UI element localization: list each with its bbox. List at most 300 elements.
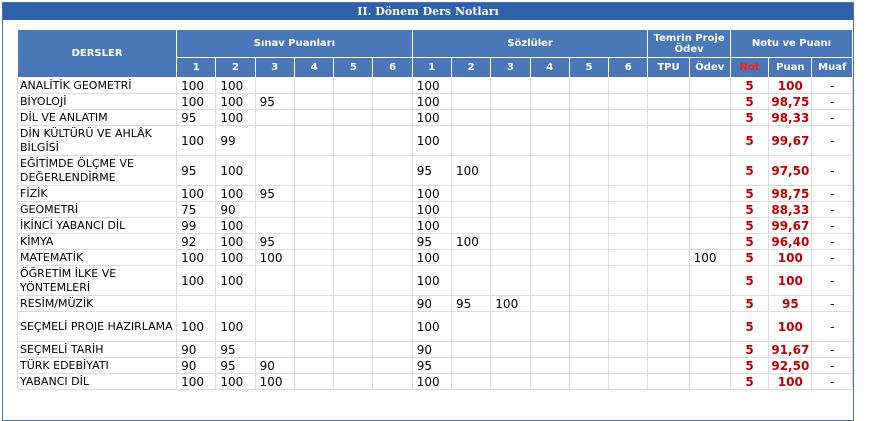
sinav-cell <box>373 266 412 296</box>
sozlu-cell <box>530 358 569 374</box>
sinav-cell <box>373 202 412 218</box>
sinav-cell <box>334 266 373 296</box>
puan-cell: 100 <box>769 374 812 390</box>
sinav-cell: 100 <box>216 250 255 266</box>
sozlu-cell: 100 <box>412 266 451 296</box>
not-cell: 5 <box>730 358 768 374</box>
ders-name: TÜRK EDEBİYATI <box>18 358 177 374</box>
sozlu-cell <box>609 374 648 390</box>
header-sinav-puanlari: Sınav Puanları <box>177 30 413 58</box>
sinav-cell: 100 <box>177 312 216 342</box>
tpu-cell <box>648 296 689 312</box>
sinav-cell <box>294 156 333 186</box>
sozlu-cell: 100 <box>491 296 530 312</box>
sozlu-cell <box>609 186 648 202</box>
ders-name: DİN KÜLTÜRÜ VE AHLÂK BİLGİSİ <box>18 126 177 156</box>
sozlu-cell: 100 <box>412 218 451 234</box>
sinav-cell: 100 <box>216 186 255 202</box>
sinav-cell: 90 <box>216 202 255 218</box>
table-row <box>18 296 853 312</box>
sinav-cell: 95 <box>177 110 216 126</box>
sinav-cell: 99 <box>216 126 255 156</box>
sozlu-cell: 100 <box>412 250 451 266</box>
header-sozluler: Sözlüler <box>412 30 648 58</box>
sinav-cell <box>255 126 294 156</box>
table-row <box>18 374 853 390</box>
sinav-cell <box>334 312 373 342</box>
sozlu-cell <box>452 94 491 110</box>
sozlu-cell <box>452 342 491 358</box>
puan-cell: 100 <box>769 250 812 266</box>
sozlu-cell <box>491 94 530 110</box>
odev-cell <box>689 296 730 312</box>
sinav-cell <box>373 110 412 126</box>
sinav-cell <box>255 202 294 218</box>
sinav-cell: 90 <box>177 358 216 374</box>
table-row <box>18 358 853 374</box>
sozlu-cell: 95 <box>452 296 491 312</box>
table-row <box>18 202 853 218</box>
sozlu-cell <box>491 126 530 156</box>
sinav-cell <box>334 110 373 126</box>
ders-name: ANALİTİK GEOMETRİ <box>18 78 177 94</box>
sinav-cell <box>294 110 333 126</box>
sozlu-cell <box>609 234 648 250</box>
sinav-cell <box>334 296 373 312</box>
ders-name: RESİM/MÜZİK <box>18 296 177 312</box>
sinav-cell: 100 <box>177 186 216 202</box>
sozlu-cell: 95 <box>412 358 451 374</box>
sozlu-cell <box>569 202 608 218</box>
tpu-cell <box>648 266 689 296</box>
sozlu-cell <box>530 342 569 358</box>
sozlu-cell <box>491 202 530 218</box>
muaf-cell: - <box>812 374 853 390</box>
not-cell: 5 <box>730 78 768 94</box>
sozlu-cell <box>569 358 608 374</box>
table-row <box>18 250 853 266</box>
sozlu-cell: 100 <box>452 234 491 250</box>
sinav-cell: 100 <box>216 374 255 390</box>
sinav-cell <box>373 186 412 202</box>
tpu-cell <box>648 156 689 186</box>
sozlu-cell <box>569 296 608 312</box>
sozlu-cell <box>452 186 491 202</box>
tpu-cell <box>648 218 689 234</box>
sinav-cell <box>294 358 333 374</box>
tpu-cell <box>648 250 689 266</box>
sinav-cell <box>373 312 412 342</box>
header-muaf: Muaf <box>812 58 853 78</box>
ders-name: BİYOLOJİ <box>18 94 177 110</box>
sinav-cell <box>334 218 373 234</box>
sozlu-cell: 100 <box>412 312 451 342</box>
sinav-cell: 95 <box>255 234 294 250</box>
sinav-cell <box>255 78 294 94</box>
not-cell: 5 <box>730 110 768 126</box>
header-tpu: TPU <box>648 58 689 78</box>
not-cell: 5 <box>730 266 768 296</box>
table-row <box>18 266 853 296</box>
header-puan: Puan <box>769 58 812 78</box>
sozlu-cell <box>569 156 608 186</box>
odev-cell <box>689 312 730 342</box>
sozlu-cell <box>491 312 530 342</box>
sozlu-cell <box>609 358 648 374</box>
ders-name: DİL VE ANLATIM <box>18 110 177 126</box>
sozlu-cell: 100 <box>412 186 451 202</box>
sinav-cell <box>294 312 333 342</box>
sinav-cell <box>255 312 294 342</box>
sozlu-cell <box>491 250 530 266</box>
sozlu-cell <box>609 78 648 94</box>
sozlu-cell <box>530 374 569 390</box>
sinav-cell <box>294 202 333 218</box>
sinav-cell: 100 <box>177 250 216 266</box>
sinav-cell: 75 <box>177 202 216 218</box>
sinav-cell: 95 <box>216 358 255 374</box>
sinav-cell <box>373 234 412 250</box>
sozlu-cell: 95 <box>412 234 451 250</box>
sozlu-cell <box>530 126 569 156</box>
table-row <box>18 218 853 234</box>
muaf-cell: - <box>812 358 853 374</box>
tpu-cell <box>648 358 689 374</box>
sinav-cell: 100 <box>177 126 216 156</box>
table-row <box>18 342 853 358</box>
puan-cell: 95 <box>769 296 812 312</box>
puan-cell: 92,50 <box>769 358 812 374</box>
sozlu-cell <box>569 78 608 94</box>
sinav-cell: 95 <box>216 342 255 358</box>
muaf-cell: - <box>812 312 853 342</box>
sozlu-cell <box>569 94 608 110</box>
sinav-cell: 100 <box>216 156 255 186</box>
puan-cell: 96,40 <box>769 234 812 250</box>
table-row <box>18 156 853 186</box>
sozlu-cell <box>530 202 569 218</box>
sinav-cell <box>334 374 373 390</box>
sozlu-cell <box>609 266 648 296</box>
sinav-cell <box>177 296 216 312</box>
sinav-cell <box>255 296 294 312</box>
sinav-cell <box>294 218 333 234</box>
sinav-cell <box>334 358 373 374</box>
sozlu-cell <box>609 156 648 186</box>
table-row-empty <box>18 390 853 406</box>
sozlu-cell <box>452 250 491 266</box>
tpu-cell <box>648 234 689 250</box>
sozlu-cell <box>530 234 569 250</box>
muaf-cell: - <box>812 126 853 156</box>
odev-cell <box>689 342 730 358</box>
odev-cell <box>689 156 730 186</box>
sozlu-cell <box>569 266 608 296</box>
sinav-cell <box>216 296 255 312</box>
sozlu-cell <box>491 234 530 250</box>
muaf-cell: - <box>812 78 853 94</box>
sozlu-cell <box>569 312 608 342</box>
not-cell: 5 <box>730 218 768 234</box>
sinav-cell <box>373 296 412 312</box>
sinav-cell: 100 <box>177 78 216 94</box>
tpu-cell <box>648 186 689 202</box>
muaf-cell: - <box>812 218 853 234</box>
ders-name: İKİNCİ YABANCI DİL <box>18 218 177 234</box>
not-cell: 5 <box>730 202 768 218</box>
not-cell: 5 <box>730 296 768 312</box>
sozlu-cell <box>569 234 608 250</box>
header-sozlu-col: 2 <box>452 58 491 78</box>
sozlu-cell: 100 <box>412 202 451 218</box>
puan-cell: 100 <box>769 266 812 296</box>
sozlu-cell <box>491 218 530 234</box>
puan-cell: 88,33 <box>769 202 812 218</box>
ders-name: GEOMETRİ <box>18 202 177 218</box>
sozlu-cell <box>491 186 530 202</box>
table-row <box>18 126 853 156</box>
odev-cell <box>689 186 730 202</box>
sozlu-cell: 95 <box>412 156 451 186</box>
sinav-cell: 100 <box>216 218 255 234</box>
puan-cell: 97,50 <box>769 156 812 186</box>
not-cell: 5 <box>730 312 768 342</box>
sinav-cell <box>255 218 294 234</box>
grades-table <box>17 29 853 405</box>
sozlu-cell <box>609 312 648 342</box>
sozlu-cell <box>569 126 608 156</box>
ders-name: KİMYA <box>18 234 177 250</box>
sinav-cell <box>334 342 373 358</box>
sozlu-cell <box>530 156 569 186</box>
sozlu-cell <box>569 110 608 126</box>
table-row <box>18 94 853 110</box>
sinav-cell <box>294 250 333 266</box>
ders-name: ÖĞRETİM İLKE VE YÖNTEMLERİ <box>18 266 177 296</box>
sinav-cell <box>373 94 412 110</box>
odev-cell <box>689 78 730 94</box>
sozlu-cell <box>452 374 491 390</box>
header-sozlu-col: 4 <box>530 58 569 78</box>
not-cell: 5 <box>730 342 768 358</box>
sozlu-cell <box>609 250 648 266</box>
puan-cell: 100 <box>769 78 812 94</box>
tpu-cell <box>648 202 689 218</box>
sozlu-cell: 90 <box>412 342 451 358</box>
grades-body <box>18 78 853 406</box>
sozlu-cell <box>609 218 648 234</box>
ders-name: YABANCI DİL <box>18 374 177 390</box>
table-row <box>18 186 853 202</box>
sozlu-cell <box>452 218 491 234</box>
sozlu-cell <box>609 126 648 156</box>
sinav-cell: 90 <box>255 358 294 374</box>
header-sinav-col: 6 <box>373 58 412 78</box>
tpu-cell <box>648 342 689 358</box>
sozlu-cell <box>452 266 491 296</box>
muaf-cell: - <box>812 266 853 296</box>
odev-cell <box>689 126 730 156</box>
sozlu-cell <box>609 296 648 312</box>
header-sinav-col: 3 <box>255 58 294 78</box>
grades-panel <box>2 2 854 421</box>
muaf-cell: - <box>812 186 853 202</box>
sozlu-cell <box>491 358 530 374</box>
sozlu-cell <box>530 296 569 312</box>
sozlu-cell <box>569 342 608 358</box>
sozlu-cell <box>530 250 569 266</box>
not-cell: 5 <box>730 250 768 266</box>
sinav-cell <box>294 342 333 358</box>
tpu-cell <box>648 374 689 390</box>
sinav-cell <box>373 78 412 94</box>
header-sozlu-col: 6 <box>609 58 648 78</box>
sozlu-cell <box>452 110 491 126</box>
header-sinav-col: 2 <box>216 58 255 78</box>
ders-name: FİZİK <box>18 186 177 202</box>
muaf-cell: - <box>812 234 853 250</box>
odev-cell <box>689 218 730 234</box>
sozlu-cell <box>452 312 491 342</box>
sozlu-cell <box>491 342 530 358</box>
sinav-cell: 92 <box>177 234 216 250</box>
sinav-cell <box>334 94 373 110</box>
odev-cell <box>689 266 730 296</box>
not-cell: 5 <box>730 234 768 250</box>
table-row <box>18 78 853 94</box>
sinav-cell <box>334 126 373 156</box>
sinav-cell <box>373 342 412 358</box>
muaf-cell: - <box>812 110 853 126</box>
sinav-cell: 100 <box>177 94 216 110</box>
sozlu-cell <box>530 78 569 94</box>
sinav-cell: 95 <box>255 94 294 110</box>
sinav-cell: 95 <box>177 156 216 186</box>
sinav-cell <box>255 266 294 296</box>
not-cell: 5 <box>730 126 768 156</box>
tpu-cell <box>648 110 689 126</box>
sinav-cell: 100 <box>216 266 255 296</box>
not-cell: 5 <box>730 94 768 110</box>
puan-cell: 99,67 <box>769 126 812 156</box>
sinav-cell: 100 <box>216 234 255 250</box>
sinav-cell <box>373 250 412 266</box>
header-sinav-col: 1 <box>177 58 216 78</box>
puan-cell: 100 <box>769 312 812 342</box>
sozlu-cell <box>609 342 648 358</box>
sozlu-cell: 100 <box>452 156 491 186</box>
sinav-cell: 95 <box>255 186 294 202</box>
header-dersler: DERSLER <box>18 30 177 78</box>
sinav-cell: 90 <box>177 342 216 358</box>
sinav-cell <box>294 78 333 94</box>
header-sozlu-col: 3 <box>491 58 530 78</box>
sinav-cell <box>255 156 294 186</box>
not-cell: 5 <box>730 156 768 186</box>
sozlu-cell <box>609 94 648 110</box>
muaf-cell: - <box>812 342 853 358</box>
sinav-cell <box>334 234 373 250</box>
sozlu-cell <box>569 374 608 390</box>
tpu-cell <box>648 126 689 156</box>
header-sozlu-col: 5 <box>569 58 608 78</box>
sozlu-cell <box>569 250 608 266</box>
sozlu-cell: 100 <box>412 78 451 94</box>
sinav-cell <box>294 94 333 110</box>
muaf-cell: - <box>812 250 853 266</box>
header-sinav-col: 4 <box>294 58 333 78</box>
sozlu-cell: 100 <box>412 126 451 156</box>
tpu-cell <box>648 312 689 342</box>
not-cell: 5 <box>730 374 768 390</box>
tpu-cell <box>648 94 689 110</box>
sinav-cell: 100 <box>177 266 216 296</box>
sozlu-cell <box>569 218 608 234</box>
sinav-cell <box>294 186 333 202</box>
sozlu-cell <box>491 78 530 94</box>
sozlu-cell: 100 <box>412 374 451 390</box>
puan-cell: 98,75 <box>769 186 812 202</box>
sinav-cell: 100 <box>255 374 294 390</box>
sinav-cell: 99 <box>177 218 216 234</box>
sozlu-cell <box>530 312 569 342</box>
sinav-cell <box>334 250 373 266</box>
sozlu-cell: 90 <box>412 296 451 312</box>
sozlu-cell: 100 <box>412 94 451 110</box>
sinav-cell <box>294 374 333 390</box>
sinav-cell <box>373 126 412 156</box>
odev-cell <box>689 234 730 250</box>
sinav-cell <box>373 374 412 390</box>
sinav-cell: 100 <box>216 312 255 342</box>
sinav-cell: 100 <box>255 250 294 266</box>
sozlu-cell <box>530 218 569 234</box>
sinav-cell <box>334 156 373 186</box>
header-sinav-col: 5 <box>334 58 373 78</box>
sinav-cell <box>334 78 373 94</box>
sozlu-cell <box>452 78 491 94</box>
sinav-cell: 100 <box>216 110 255 126</box>
header-temrin-proje-odev: Temrin Proje Ödev <box>648 30 731 58</box>
tpu-cell <box>648 78 689 94</box>
not-cell: 5 <box>730 186 768 202</box>
sozlu-cell <box>452 202 491 218</box>
header-not: Not <box>730 58 768 78</box>
sinav-cell <box>294 296 333 312</box>
sozlu-cell <box>569 186 608 202</box>
puan-cell: 91,67 <box>769 342 812 358</box>
header-sozlu-col: 1 <box>412 58 451 78</box>
sozlu-cell <box>491 110 530 126</box>
muaf-cell: - <box>812 94 853 110</box>
sinav-cell <box>294 266 333 296</box>
sozlu-cell <box>530 110 569 126</box>
odev-cell <box>689 202 730 218</box>
sozlu-cell <box>491 266 530 296</box>
sinav-cell <box>334 202 373 218</box>
muaf-cell: - <box>812 296 853 312</box>
sinav-cell <box>294 234 333 250</box>
sinav-cell <box>255 110 294 126</box>
ders-name: EĞİTİMDE ÖLÇME VE DEĞERLENDİRME <box>18 156 177 186</box>
panel-title: II. Dönem Ders Notları <box>3 3 853 20</box>
sozlu-cell <box>530 94 569 110</box>
sinav-cell: 100 <box>216 78 255 94</box>
sozlu-cell <box>609 110 648 126</box>
empty-row-cell <box>18 390 853 406</box>
sinav-cell <box>294 126 333 156</box>
odev-cell: 100 <box>689 250 730 266</box>
